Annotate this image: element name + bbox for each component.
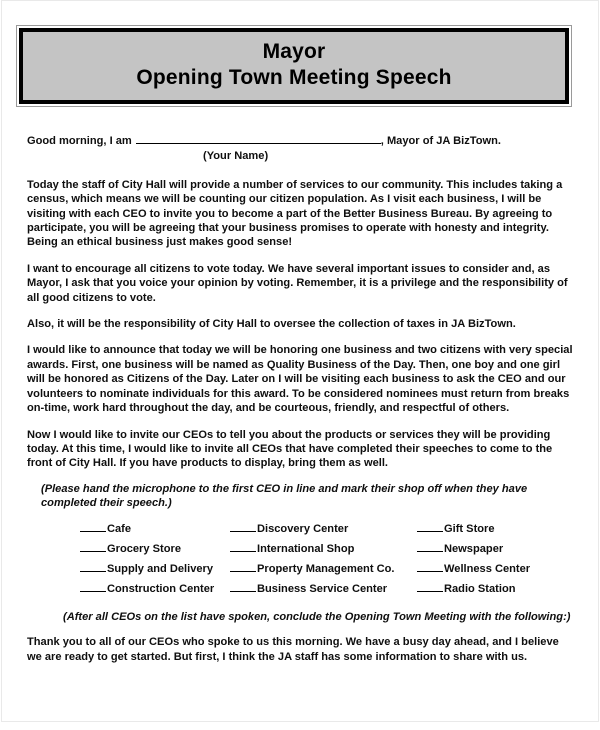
checklist-item[interactable] — [230, 541, 417, 559]
checklist-item[interactable] — [230, 521, 417, 539]
paragraph-ceo-invite: Now I would like to invite our CEOs to tell you about the products or services they will be providing today. At this time, I would like to invite all CEOs that have completed their speeches to come to the front of City Hall. If you have products to display, bring them as well. — [27, 428, 553, 470]
checkbox-blank[interactable] — [80, 581, 106, 592]
checkbox-blank[interactable] — [230, 541, 256, 552]
document-body — [27, 132, 573, 676]
checkbox-blank[interactable] — [417, 581, 443, 592]
checklist-item-label: International Shop — [257, 542, 355, 555]
checklist-item-label: Supply and Delivery — [107, 562, 214, 575]
checklist-item-label: Wellness Center — [444, 562, 531, 575]
checklist-item-label: Cafe — [107, 522, 132, 535]
spacer — [27, 164, 573, 178]
checklist-item-label: Discovery Center — [257, 522, 349, 535]
document-title-line1: Mayor — [262, 40, 326, 63]
checklist-item-label: Property Management Co. — [257, 562, 395, 575]
salutation-lead: Good morning, I am — [27, 135, 132, 147]
checkbox-blank[interactable] — [230, 581, 256, 592]
title-banner — [16, 25, 572, 107]
checklist-item[interactable] — [80, 541, 230, 559]
checklist-item[interactable] — [80, 561, 230, 579]
checklist-item[interactable] — [417, 561, 573, 579]
checkbox-blank[interactable] — [80, 561, 106, 572]
paragraph-closing: Thank you to all of our CEOs who spoke to us this morning. We have a busy day ahead, and I believe we are ready to get started. But first, I think the JA staff has some information to share with us. — [27, 636, 559, 663]
checklist-item[interactable] — [230, 581, 417, 599]
instruction-microphone: (Please hand the microphone to the first CEO in line and mark their shop off when they have completed their speech.) — [41, 482, 528, 510]
checklist-item[interactable] — [417, 581, 573, 599]
checklist-item[interactable] — [417, 521, 573, 539]
checklist-item-label: Grocery Store — [107, 542, 181, 555]
paragraph-awards: I would like to announce that today we will be honoring one business and two citizens with very special awards. First, one business will be named as Quality Business of the Day. Then, one boy and one girl will be honored as Citizens of the Day. Later on I will be visiting each business to ask the CEO and our volunteers to nominate individuals for this award. To be considered nominees must return from breaks on-time, work hard throughout the day, and be courteous, friendly, and respectful of others. — [27, 344, 573, 415]
name-fill-in-blank[interactable] — [136, 132, 381, 144]
document-page — [1, 0, 599, 722]
checklist-item-label: Radio Station — [444, 582, 516, 595]
checklist-item[interactable] — [417, 541, 573, 559]
checkbox-blank[interactable] — [417, 521, 443, 532]
checkbox-blank[interactable] — [80, 521, 106, 532]
checklist-item[interactable] — [80, 581, 230, 599]
checklist-item-label: Newspaper — [444, 542, 504, 555]
paragraph-voting: I want to encourage all citizens to vote today. We have several important issues to consider and, as Mayor, I ask that you voice your opinion by voting. Remember, it is a privilege and the responsibility of all good citizens to vote. — [27, 262, 568, 304]
checklist-item-label: Business Service Center — [257, 582, 388, 595]
checkbox-blank[interactable] — [230, 561, 256, 572]
checklist-item-label: Gift Store — [444, 522, 495, 535]
salutation-line — [27, 132, 573, 148]
checklist-item-label: Construction Center — [107, 582, 215, 595]
checkbox-blank[interactable] — [417, 541, 443, 552]
paragraph-taxes: Also, it will be the responsibility of City Hall to oversee the collection of taxes in JA BizTown. — [27, 318, 516, 331]
instruction-conclude: (After all CEOs on the list have spoken, conclude the Opening Town Meeting with the following:) — [63, 611, 571, 624]
checkbox-blank[interactable] — [417, 561, 443, 572]
checklist-item[interactable] — [80, 521, 230, 539]
checkbox-blank[interactable] — [230, 521, 256, 532]
checkbox-blank[interactable] — [80, 541, 106, 552]
salutation-tail: , Mayor of JA BizTown. — [380, 135, 501, 147]
business-checklist — [27, 521, 573, 599]
title-banner-inner — [19, 28, 569, 104]
your-name-caption: (Your Name) — [203, 150, 269, 163]
paragraph-services: Today the staff of City Hall will provide a number of services to our community. This includes taking a census, which means we will be counting our citizen population. As I visit each business, I will be visiting with each CEO to invite you to become a part of the Better Business Bureau. By agreeing to participate, you will be agreeing that your business promises to operate with honesty and integrity. Being an ethical business just makes good sense! — [27, 178, 563, 249]
checklist-item[interactable] — [230, 561, 417, 579]
document-title-line2: Opening Town Meeting Speech — [136, 66, 452, 89]
